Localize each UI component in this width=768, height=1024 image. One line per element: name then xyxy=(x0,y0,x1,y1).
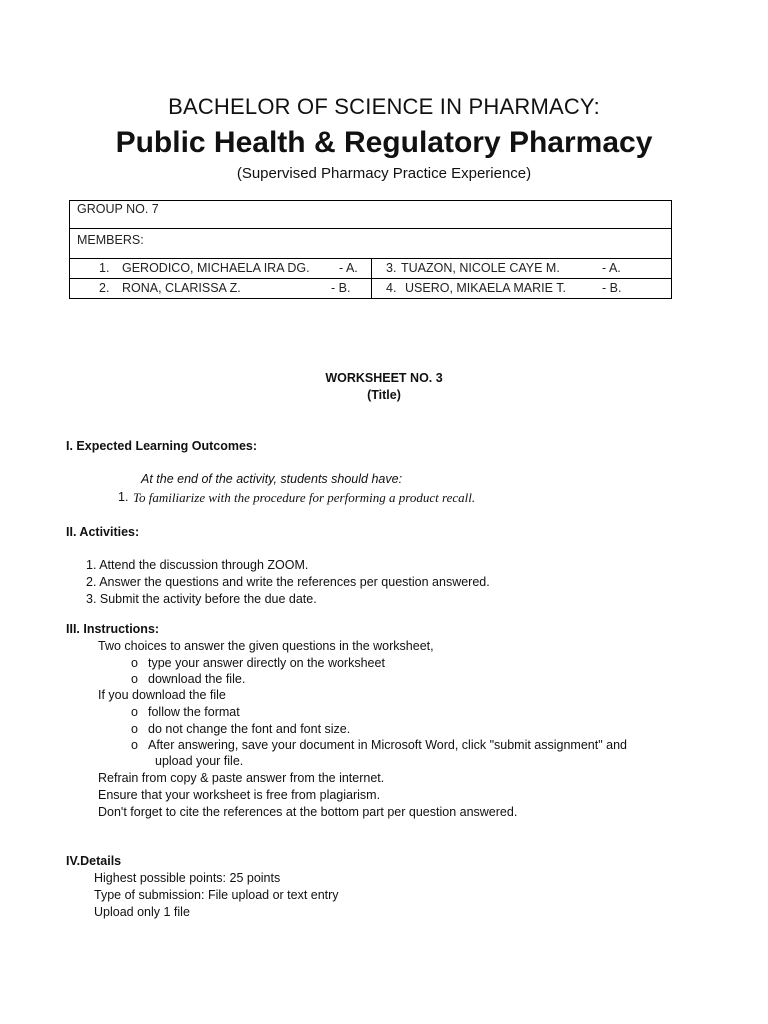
rule-item: Refrain from copy & paste answer from the internet. xyxy=(98,771,385,785)
member-name: TUAZON, NICOLE CAYE M. xyxy=(401,261,560,275)
outcome-number: 1. xyxy=(118,490,129,504)
member-name: USERO, MIKAELA MARIE T. xyxy=(405,281,566,295)
instructions-line: Two choices to answer the given questions in the worksheet, xyxy=(98,639,434,653)
bullet-marker: o xyxy=(131,656,138,670)
detail-item: Highest possible points: 25 points xyxy=(94,871,281,885)
bullet-marker: o xyxy=(131,672,138,686)
member-number: 3. xyxy=(386,261,397,275)
course-title: Public Health & Regulatory Pharmacy xyxy=(115,126,653,159)
detail-item: Type of submission: File upload or text entry xyxy=(94,888,339,902)
member-number: 1. xyxy=(99,261,110,275)
choice-item: download the file. xyxy=(148,672,246,686)
activity-item: 2. Answer the questions and write the references per question answered. xyxy=(86,575,490,589)
download-step-continuation: upload your file. xyxy=(155,754,244,768)
download-step: do not change the font and font size. xyxy=(148,722,351,736)
download-step: follow the format xyxy=(148,705,240,719)
member-cell xyxy=(372,259,672,279)
degree-title: BACHELOR OF SCIENCE IN PHARMACY: xyxy=(168,94,600,119)
worksheet-title: WORKSHEET NO. 3 xyxy=(325,371,443,385)
activities-heading: II. Activities: xyxy=(66,525,140,539)
group-number: GROUP NO. 7 xyxy=(70,201,672,229)
outcomes-heading: I. Expected Learning Outcomes: xyxy=(66,439,258,453)
member-group: - B. xyxy=(602,281,622,295)
outcomes-intro: At the end of the activity, students should have: xyxy=(141,472,403,486)
download-step: After answering, save your document in Microsoft Word, click "submit assignment" and xyxy=(148,738,627,752)
member-group: - A. xyxy=(602,261,621,275)
activity-item: 3. Submit the activity before the due date. xyxy=(86,592,317,606)
outcome-text: To familiarize with the procedure for performing a product recall. xyxy=(133,490,476,505)
detail-item: Upload only 1 file xyxy=(94,905,190,919)
choice-item: type your answer directly on the worksheet xyxy=(148,656,385,670)
member-group: - B. xyxy=(331,281,351,295)
member-number: 4. xyxy=(386,281,397,295)
member-cell xyxy=(70,259,372,279)
course-subtitle: (Supervised Pharmacy Practice Experience) xyxy=(236,165,532,182)
bullet-marker: o xyxy=(131,738,138,752)
members-label: MEMBERS: xyxy=(70,229,672,259)
instructions-line: If you download the file xyxy=(98,688,226,702)
instructions-heading: III. Instructions: xyxy=(66,622,160,636)
bullet-marker: o xyxy=(131,705,138,719)
worksheet-subtitle: (Title) xyxy=(367,388,401,402)
details-heading: IV.Details xyxy=(66,854,122,868)
bullet-marker: o xyxy=(131,722,138,736)
member-number: 2. xyxy=(99,281,110,295)
member-cell xyxy=(372,279,672,299)
rule-item: Ensure that your worksheet is free from plagiarism. xyxy=(98,788,381,802)
rule-item: Don't forget to cite the references at the bottom part per question answered. xyxy=(98,805,518,819)
member-name: RONA, CLARISSA Z. xyxy=(122,281,241,295)
group-table xyxy=(69,200,672,299)
member-group: - A. xyxy=(339,261,358,275)
member-name: GERODICO, MICHAELA IRA DG. xyxy=(122,261,310,275)
activity-item: 1. Attend the discussion through ZOOM. xyxy=(86,558,309,572)
member-cell xyxy=(70,279,372,299)
